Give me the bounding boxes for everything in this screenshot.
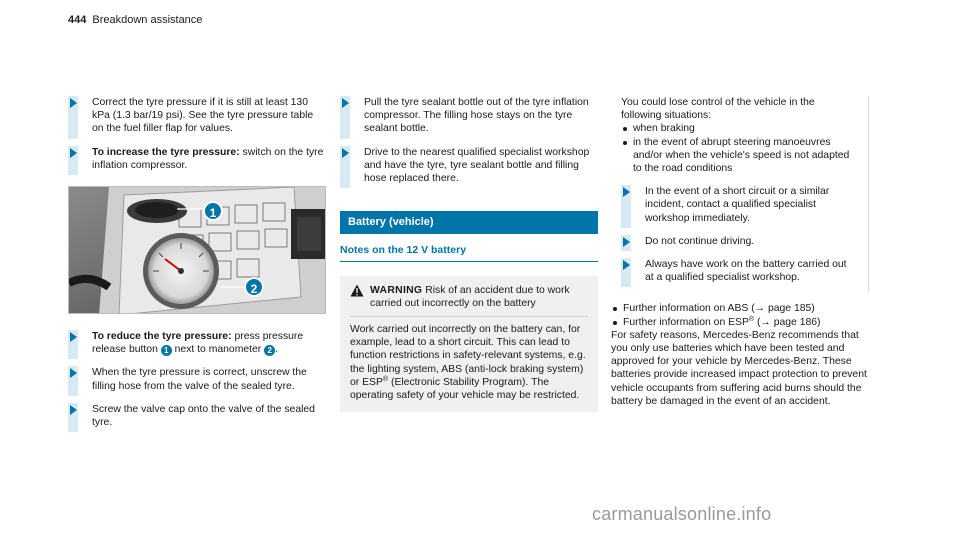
step-stop-driving: Do not continue driving. xyxy=(621,235,858,248)
warning-body: Work carried out incorrectly on the battery can, for example, lead to a short circuit. This can lead to function restrictions in safety-relevant systems, e.g. the lighting system, ABS (anti-lock braking system) or ESP® (Electronic Stability Program). The operating safety of your vehicle may be restricted. xyxy=(350,324,586,402)
step-pull-bottle: Pull the tyre sealant bottle out of the tyre inflation compressor. The filling hose stays on the tyre sealant bottle. xyxy=(340,96,598,136)
step-arrow-icon xyxy=(623,237,630,247)
step-contact-specialist: In the event of a short circuit or a similar incident, contact a qualified specialist workshop immediately. xyxy=(621,185,858,225)
column-3 xyxy=(611,96,869,408)
intro-text: You could lose control of the vehicle in the following situations: xyxy=(621,97,815,122)
step-arrow-icon xyxy=(623,187,630,197)
warning-triangle-icon xyxy=(350,284,364,297)
callout-2: 2 xyxy=(244,277,264,297)
callout-1-inline: 1 xyxy=(161,345,172,356)
step-screw-valve-cap: Screw the valve cap onto the valve of the sealed tyre. xyxy=(68,403,326,429)
callout-1: 1 xyxy=(203,201,223,221)
step-increase-pressure: To increase the tyre pressure: switch on the tyre inflation compressor. xyxy=(68,146,326,172)
step-arrow-icon xyxy=(70,98,77,108)
compressor-photo xyxy=(68,186,326,314)
step-unscrew-hose: When the tyre pressure is correct, unscrew the filling hose from the valve of the sealed tyre. xyxy=(68,366,326,392)
step-arrow-icon xyxy=(70,368,77,378)
warning-box xyxy=(340,276,598,413)
esp-info-link[interactable]: Further information on ESP® (→ page 186) xyxy=(611,316,869,329)
step-correct-pressure: Correct the tyre pressure if it is still at least 130 kPa (1.3 bar/19 psi). See the tyre pressure table on the fuel filler flap for values. xyxy=(68,96,326,136)
section-name: Breakdown assistance xyxy=(92,14,203,26)
page-header xyxy=(68,14,202,27)
step-arrow-icon xyxy=(70,148,77,158)
step-arrow-icon xyxy=(70,332,77,342)
step-arrow-icon xyxy=(342,98,349,108)
column-2 xyxy=(340,96,598,412)
step-arrow-icon xyxy=(70,405,77,415)
step-battery-work: Always have work on the battery carried out at a qualified specialist workshop. xyxy=(621,258,858,284)
abs-info-link[interactable]: Further information on ABS (→ page 185) xyxy=(611,302,869,315)
callout-2-inline: 2 xyxy=(264,345,275,356)
subsection-title: Notes on the 12 V battery xyxy=(340,244,598,261)
section-title: Battery (vehicle) xyxy=(340,211,598,234)
warning-continuation xyxy=(611,96,869,292)
column-1 xyxy=(68,96,326,439)
page-number: 444 xyxy=(68,14,87,26)
step-arrow-icon xyxy=(342,148,349,158)
warning-header: WARNING Risk of an accident due to work carried out incorrectly on the battery xyxy=(350,284,588,317)
step-drive-to-workshop: Drive to the nearest qualified specialist workshop and have the tyre, tyre sealant bottle and filling hose replaced there. xyxy=(340,146,598,186)
info-links xyxy=(611,302,869,328)
list-item: when braking xyxy=(621,122,858,135)
compressor-illustration xyxy=(69,187,326,314)
list-item: in the event of abrupt steering manoeuvres and/or when the vehicle's speed is not adapted to the road conditions xyxy=(621,136,858,176)
battery-recommendation: For safety reasons, Mercedes-Benz recommends that you only use batteries which have been tested and approved for your vehicle by Mercedes-Benz. These batteries provide increased impact protection to prevent vehicle occupants from suffering acid burns should the battery be damaged in the event of an accident. xyxy=(611,329,867,407)
step-reduce-pressure: To reduce the tyre pressure: press pressure release button 1 next to manometer 2 . xyxy=(68,330,326,356)
step-arrow-icon xyxy=(623,260,630,270)
watermark: carmanualsonline.info xyxy=(592,504,772,524)
